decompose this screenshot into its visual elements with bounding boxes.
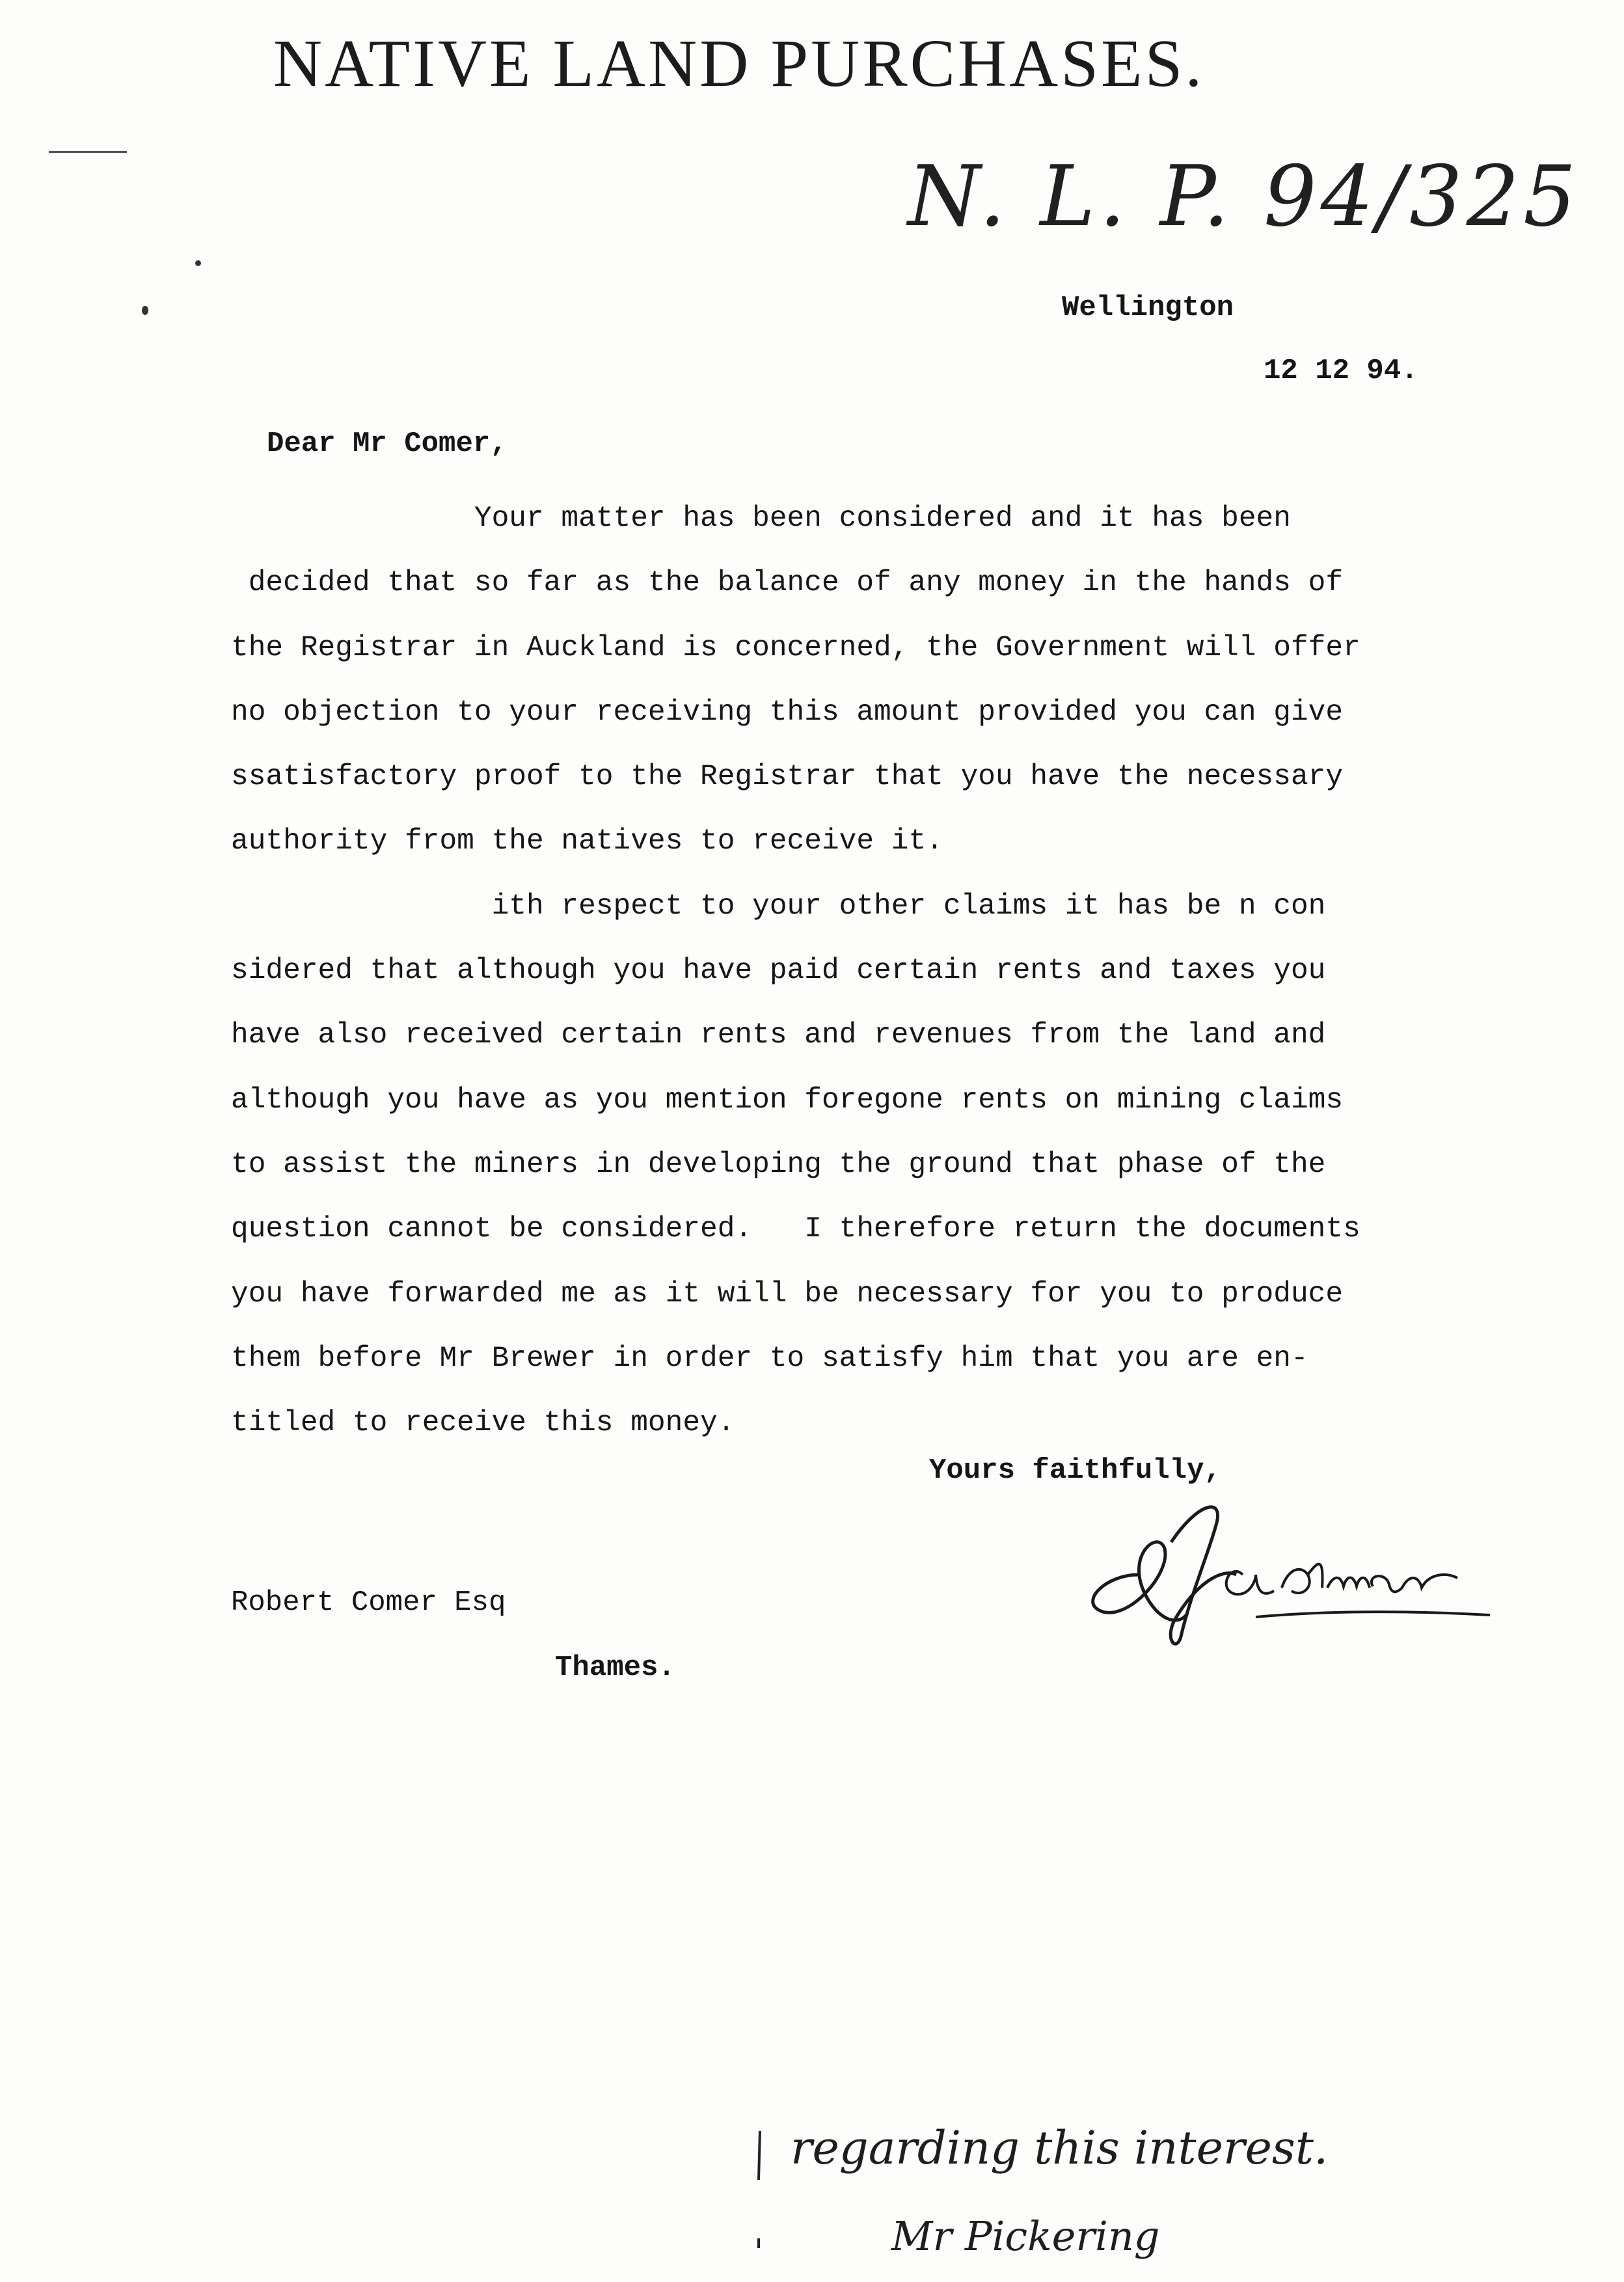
body-line: Your matter has been considered and it has been bbox=[231, 502, 1291, 535]
body-line: to assist the miners in developing the ground that phase of the bbox=[231, 1148, 1326, 1181]
body-line: ssatisfactory proof to the Registrar that you have the necessary bbox=[231, 761, 1344, 794]
handwritten-annotation-2: Mr Pickering bbox=[891, 2212, 1160, 2260]
body-line: authority from the natives to receive it. bbox=[231, 825, 943, 858]
salutation: Dear Mr Comer, bbox=[267, 428, 508, 460]
body-line: ith respect to your other claims it has be n con bbox=[231, 890, 1326, 923]
ink-speck bbox=[142, 306, 148, 315]
body-line: them before Mr Brewer in order to satisfy him that you are en- bbox=[231, 1342, 1308, 1375]
date-line: 12 12 94. bbox=[1264, 355, 1418, 387]
signature bbox=[1067, 1477, 1536, 1646]
place-line: Wellington bbox=[1062, 292, 1234, 324]
closing: Yours faithfully, bbox=[929, 1454, 1221, 1487]
body-line: sidered that although you have paid certain rents and taxes you bbox=[231, 955, 1326, 988]
reference-number: N. L. P. 94/325 bbox=[908, 148, 1580, 245]
addressee-town: Thames. bbox=[555, 1651, 675, 1684]
body-line: question cannot be considered. I therefore return the documents bbox=[231, 1213, 1360, 1246]
margin-mark bbox=[49, 151, 127, 153]
ink-speck bbox=[195, 260, 201, 266]
body-line: have also received certain rents and revenues from the land and bbox=[231, 1019, 1326, 1052]
addressee: Robert Comer Esq bbox=[231, 1586, 506, 1619]
letter-body bbox=[231, 487, 1532, 1456]
body-line: decided that so far as the balance of any money in the hands of bbox=[231, 567, 1344, 600]
letterhead: NATIVE LAND PURCHASES. bbox=[273, 26, 1205, 101]
body-line: you have forwarded me as it will be necessary for you to produce bbox=[231, 1277, 1344, 1311]
body-line: titled to receive this money. bbox=[231, 1407, 735, 1440]
body-line: although you have as you mention foregone rents on mining claims bbox=[231, 1083, 1344, 1117]
margin-bracket bbox=[755, 2128, 768, 2258]
body-line: the Registrar in Auckland is concerned, the Government will offer bbox=[231, 631, 1360, 664]
handwritten-annotation-1: regarding this interest. bbox=[791, 2121, 1329, 2175]
body-line: no objection to your receiving this amount provided you can give bbox=[231, 696, 1344, 729]
